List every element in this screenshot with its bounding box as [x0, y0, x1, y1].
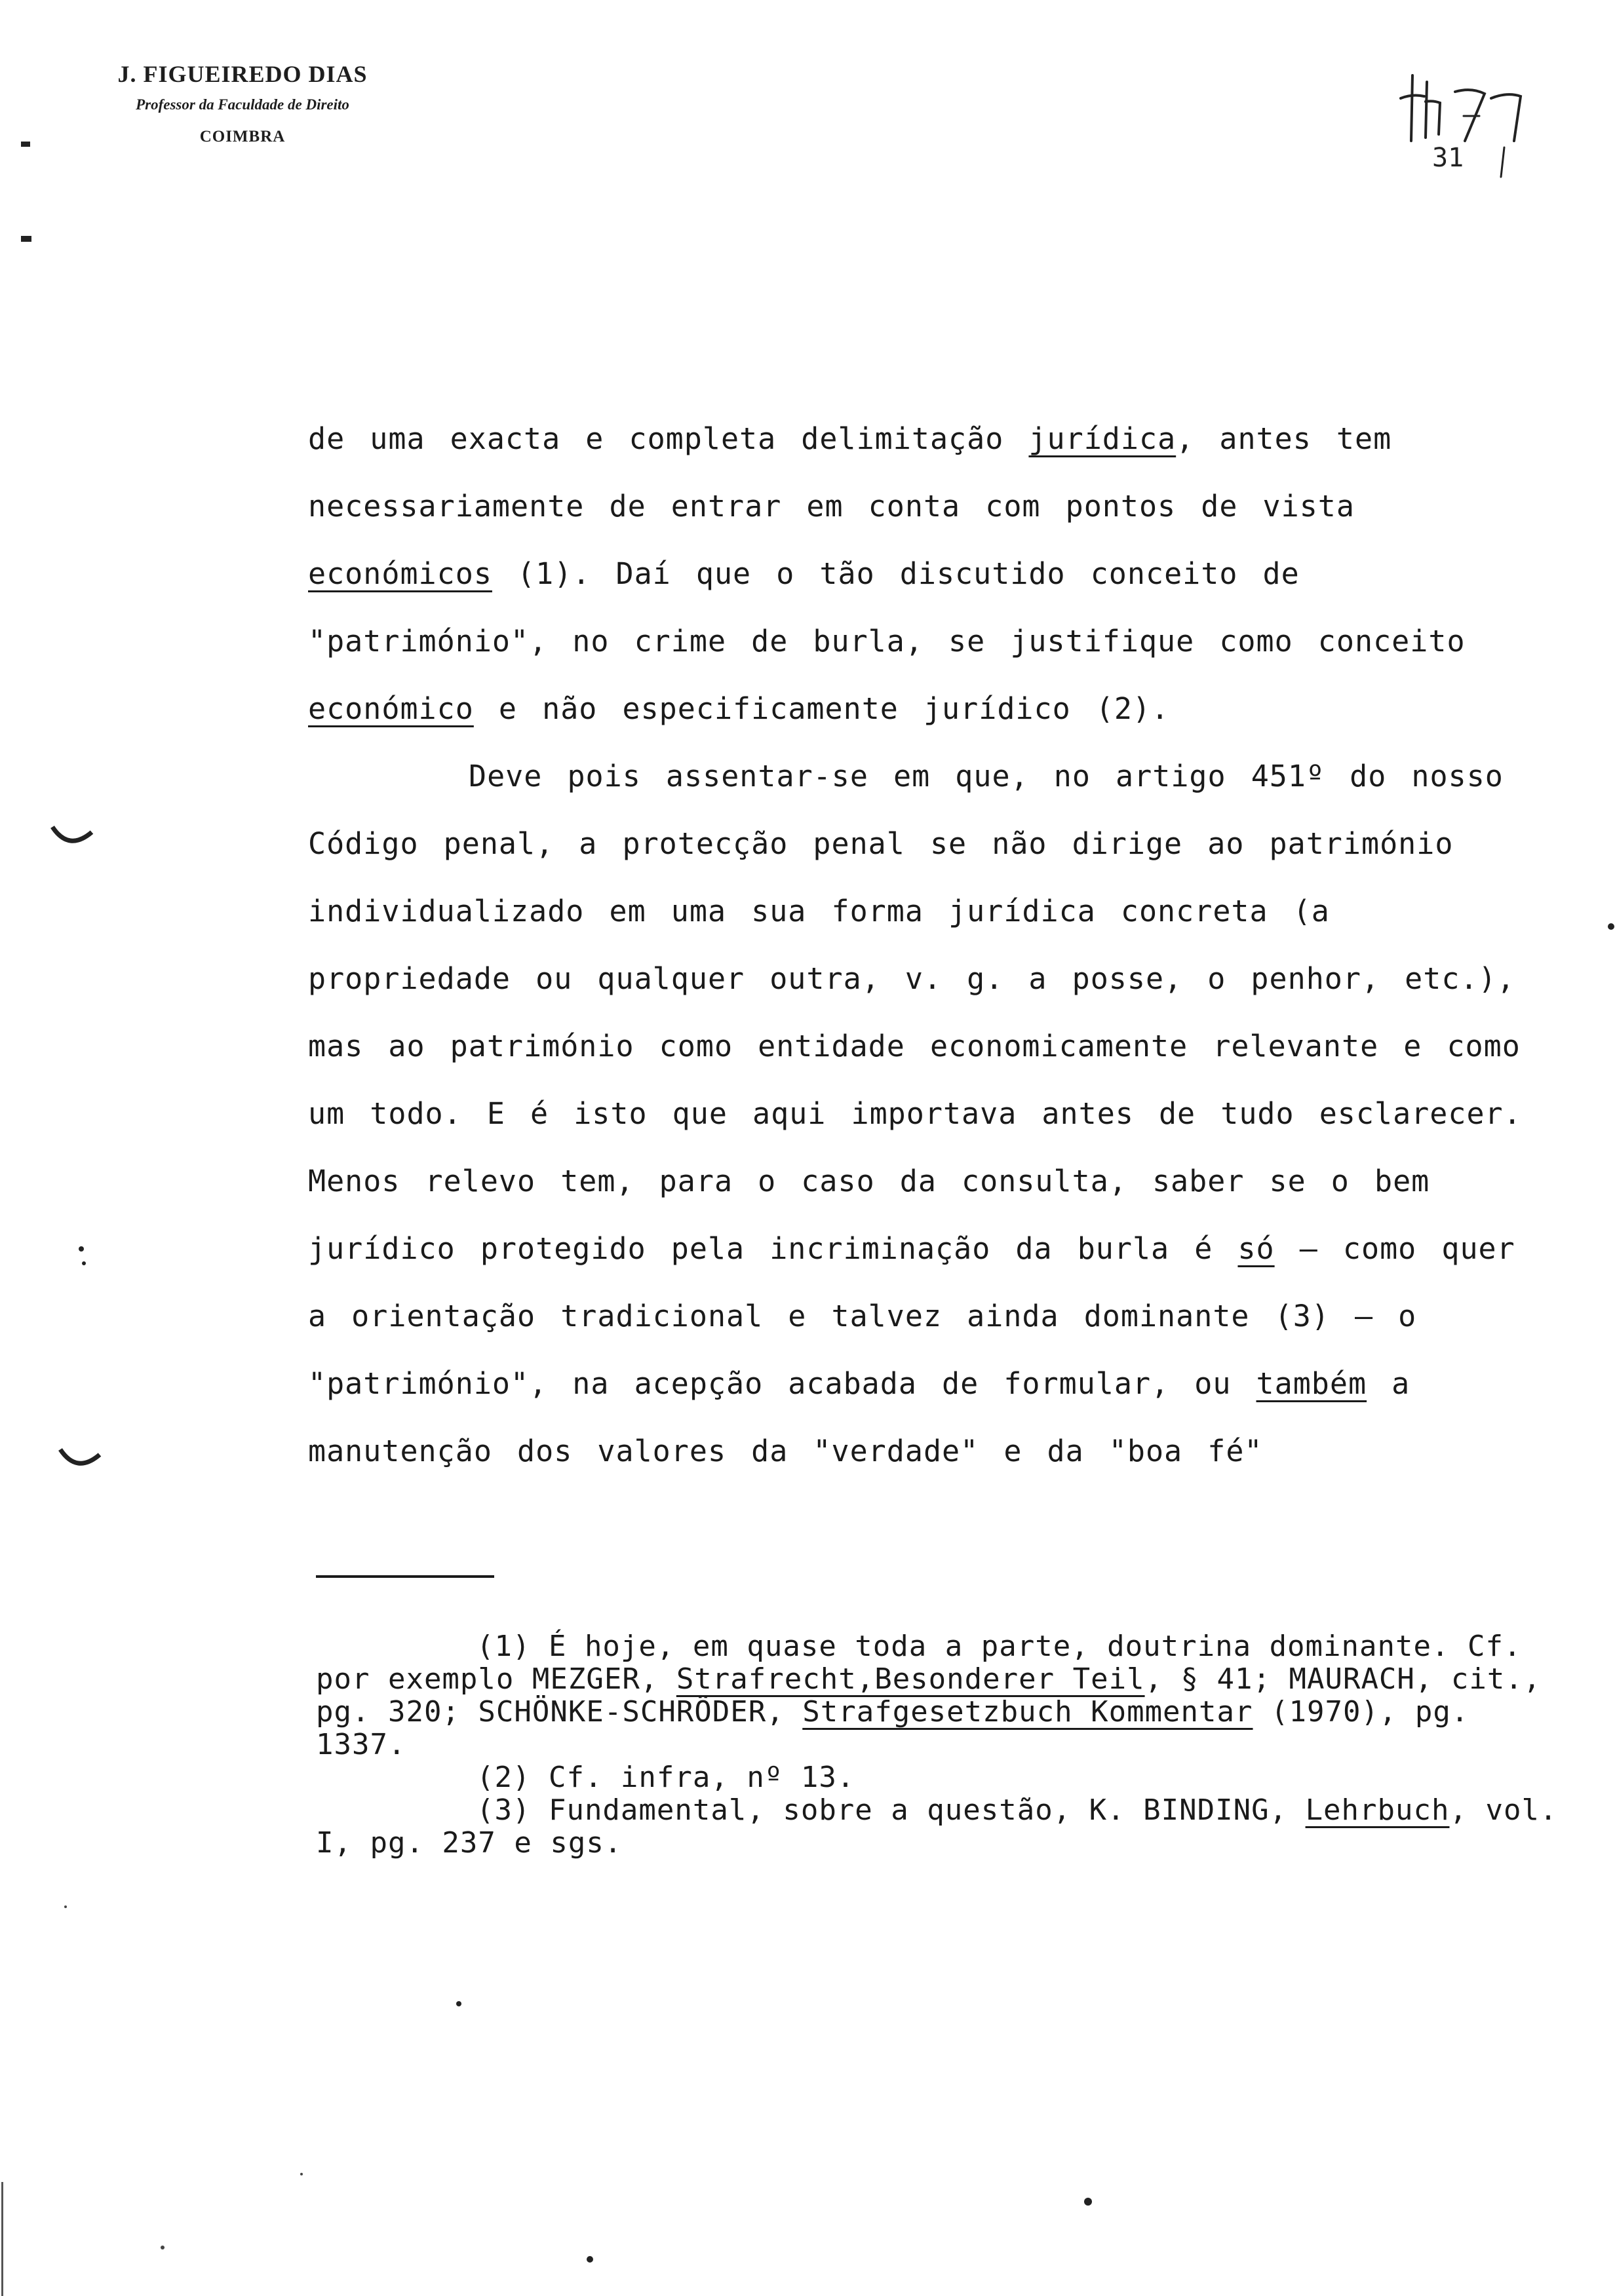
- punch-hole-mark: [60, 1449, 100, 1463]
- letterhead: [59, 58, 426, 155]
- text-run: Deve pois assentar-se em que, no artigo 451º do nosso Código penal, a protecção penal se não dirige ao património individualizado em uma sua forma jurídica concreta (a propriedade ou qualquer outra, v. g. a posse, o penhor, etc.), mas ao património como entidade economicamente relevante e como um todo. E é isto que aqui importava antes de tudo esclarecer. Menos relevo tem, para o caso da consulta, saber se o bem jurídico protegido pela incriminação da burla é: [308, 759, 1522, 1266]
- scan-speck: [1084, 2198, 1092, 2206]
- text-run: (1970), pg. 1337.: [316, 1695, 1469, 1761]
- underlined-term: também: [1256, 1366, 1367, 1401]
- footnote-2: [316, 1761, 1561, 1794]
- body-text: [308, 405, 1553, 1485]
- scan-speck: [300, 2173, 303, 2175]
- underlined-title: Strafrecht,Besonderer Teil: [676, 1662, 1145, 1696]
- handwritten-folio-mark: [1393, 62, 1537, 187]
- scan-speck: [82, 1261, 86, 1265]
- underlined-title: Lehrbuch: [1305, 1793, 1450, 1827]
- underlined-term: económico: [308, 691, 474, 726]
- footnote-1: [316, 1630, 1561, 1761]
- underlined-term: jurídica: [1028, 421, 1177, 456]
- punch-hole-mark: [52, 827, 92, 841]
- underlined-title: Strafgesetzbuch Kommentar: [802, 1695, 1253, 1729]
- scan-edge: [1, 2182, 3, 2296]
- text-run: (1) É hoje, em quase toda a parte, doutrina dominante. Cf. por exemplo MEZGER,: [316, 1630, 1522, 1696]
- text-run: de uma exacta e completa delimitação: [308, 421, 1029, 456]
- paragraph-continuation: [308, 405, 1553, 742]
- text-run: e não especificamente jurídico (2).: [473, 691, 1170, 726]
- text-run: — como quer a orientação tradicional e talvez ainda dominante (3) — o "património", na acepção acabada de formular, ou: [308, 1231, 1515, 1401]
- letterhead-city: COIMBRA: [199, 128, 286, 145]
- footnote-3: [316, 1794, 1561, 1860]
- footnote-separator: [316, 1575, 494, 1578]
- scan-speck: [79, 1246, 84, 1252]
- letterhead-author-name: J. FIGUEIREDO DIAS: [117, 61, 368, 87]
- scan-speck: [21, 142, 30, 147]
- scan-speck: [587, 2256, 593, 2263]
- scan-speck: [161, 2246, 165, 2249]
- text-run: , antes tem necessariamente de entrar em conta com pontos de vista: [308, 421, 1392, 524]
- text-run: a manutenção dos valores da "verdade" e da "boa fé": [308, 1366, 1411, 1468]
- underlined-term: económicos: [308, 556, 492, 591]
- scan-speck: [64, 1905, 67, 1908]
- text-run: (2) Cf. infra, nº 13.: [477, 1761, 855, 1794]
- text-run: (1). Daí que o tão discutido conceito de "património", no crime de burla, se justifique como conceito: [308, 556, 1466, 659]
- scan-speck: [21, 236, 31, 242]
- letterhead-author-role: Professor da Faculdade de Direito: [136, 96, 349, 113]
- text-run: , vol. I, pg. 237 e sgs.: [316, 1793, 1558, 1860]
- text-run: (3) Fundamental, sobre a questão, K. BINDING,: [477, 1793, 1306, 1827]
- scan-speck: [1608, 923, 1614, 930]
- underlined-term: só: [1237, 1231, 1275, 1266]
- paragraph-main: [308, 742, 1553, 1485]
- footnotes: [316, 1630, 1561, 1860]
- text-run: , § 41; MAURACH, cit., pg. 320; SCHÖNKE-SCHRÖDER,: [316, 1662, 1542, 1729]
- scan-speck: [456, 2001, 461, 2006]
- page-number: 31: [1432, 143, 1464, 173]
